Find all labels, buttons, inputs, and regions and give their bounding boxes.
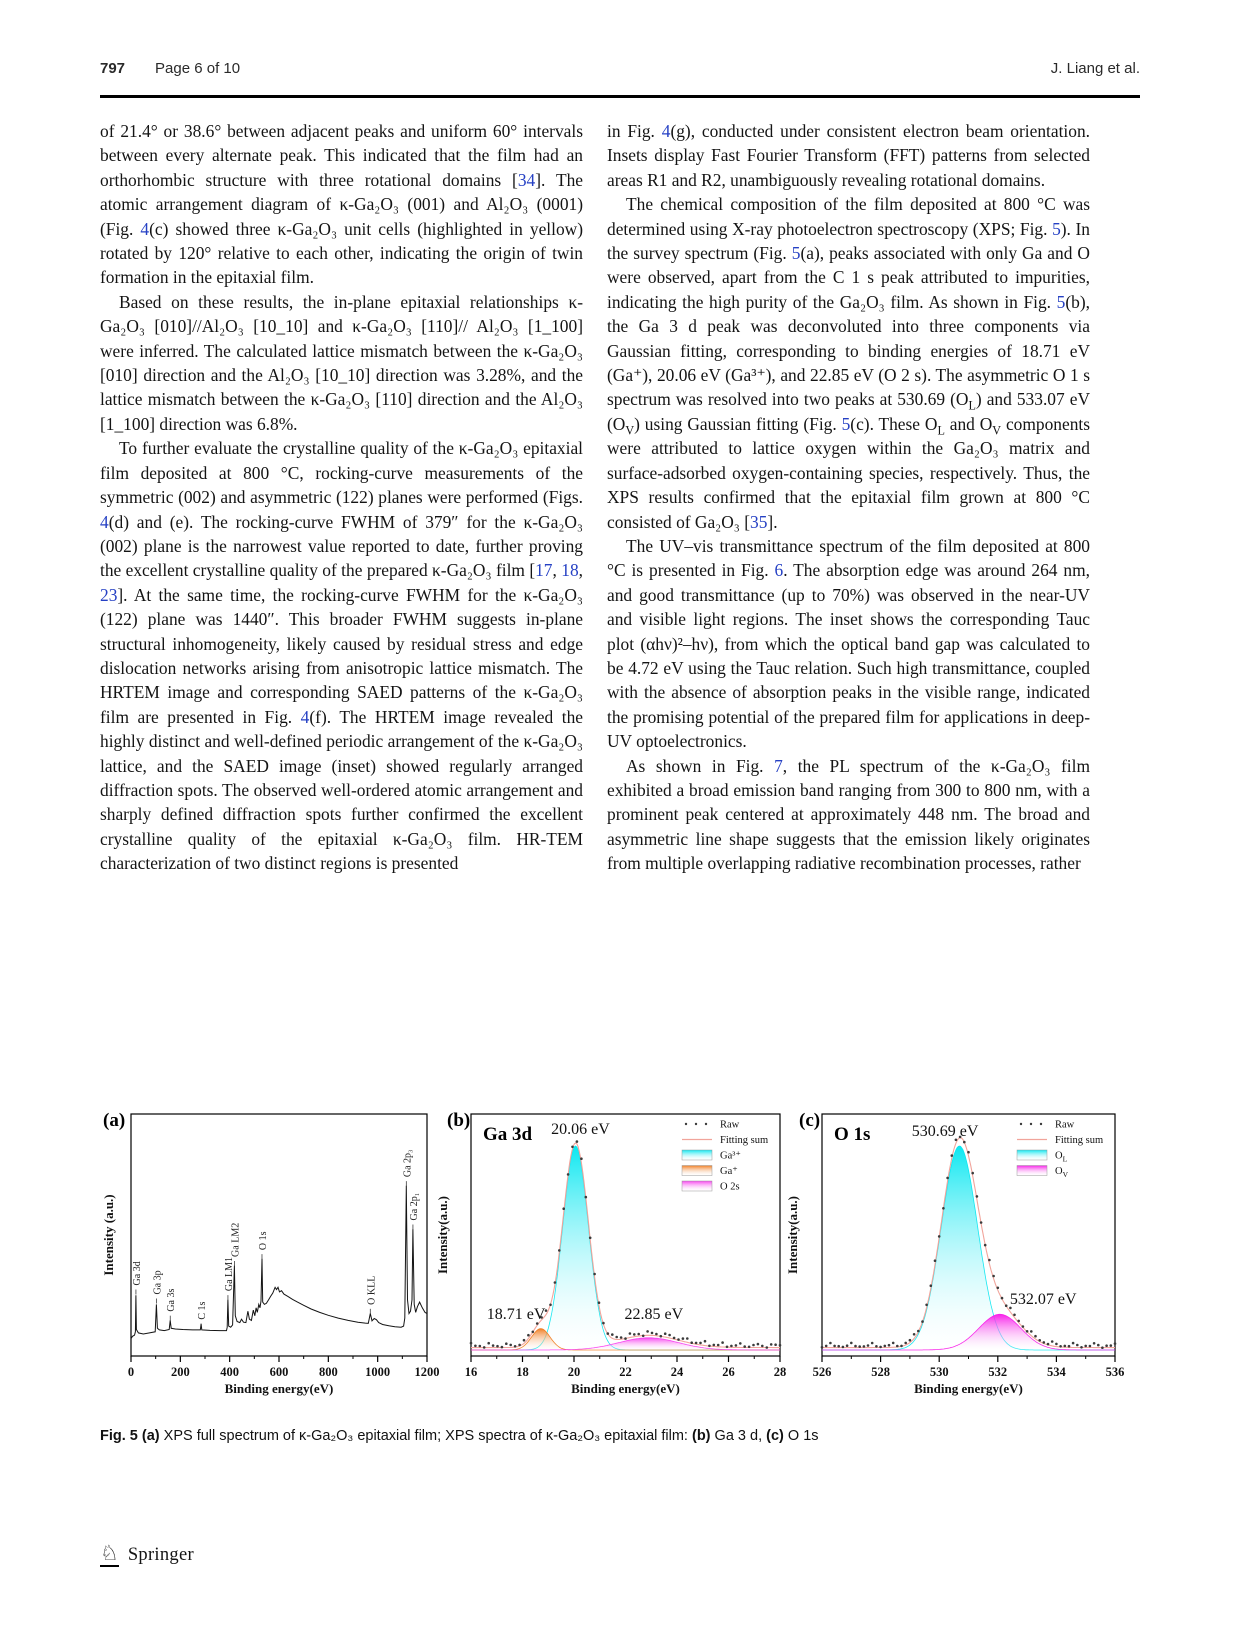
svg-text:Ga 2p₁: Ga 2p₁ — [408, 1192, 420, 1221]
citation-link[interactable]: 4 — [140, 218, 150, 239]
panel-label-b: (b) — [447, 1110, 471, 1131]
svg-text:Fitting sum: Fitting sum — [1055, 1135, 1104, 1146]
text-run: . The absorption edge was around 264 nm, and good transmittance (up to 70%) was observed in the near-UV and visible light regions. The inset shows the corresponding Tauc plot (αhν)²–hν), from which the optical band gap was calculated to be 4.72 eV using the Tauc relation. Such high transmittance, coupled with the absence of absorption peaks in the visible range, indicated the promising potential of the prepared film for applications in deep-UV optoelectronics. — [607, 560, 1090, 752]
text-run: , the PL spectrum of the κ-Ga₂O₃ film exhibited a broad emission band ranging from 300 to 800 nm, with a prominent peak centered at approximately 448 nm. The broad and asymmetric line shape suggests that the emission likely originates from multiple overlapping radiative recombination processes, rather — [607, 755, 1090, 874]
citation-link[interactable]: 34 — [517, 169, 536, 190]
svg-text:536: 536 — [1105, 1365, 1125, 1379]
svg-text:800: 800 — [318, 1365, 338, 1379]
c-plot — [785, 1106, 1125, 1404]
citation-link[interactable]: 4 — [300, 706, 310, 727]
svg-text:Binding energy(eV): Binding energy(eV) — [224, 1381, 334, 1396]
svg-text:Ga LM1: Ga LM1 — [223, 1256, 235, 1292]
panel-label-c: (c) — [799, 1110, 821, 1131]
svg-text:22: 22 — [619, 1365, 632, 1379]
paragraph — [100, 436, 583, 875]
svg-text:28: 28 — [773, 1365, 787, 1379]
paragraph — [607, 119, 1090, 192]
citation-link[interactable]: 6 — [774, 560, 784, 581]
figure-caption — [100, 1428, 1110, 1444]
b-plot — [435, 1106, 787, 1404]
panel-label-a: (a) — [103, 1110, 126, 1131]
text-run: in Fig. — [607, 121, 662, 141]
figure-5 — [95, 1106, 1130, 1476]
svg-text:600: 600 — [269, 1365, 289, 1379]
text-run: (a) — [141, 1428, 160, 1444]
text-run: ]. The atomic arrangement diagram of κ-Ga₂O₃ (001) and Al₂O₃ (0001) (Fig. — [100, 169, 583, 239]
text-run: (b) — [692, 1428, 711, 1444]
svg-text:400: 400 — [220, 1365, 240, 1379]
text-run: L — [968, 398, 976, 413]
header-rule — [100, 95, 1140, 98]
authors: J. Liang et al. — [1050, 60, 1140, 77]
text-run: The chemical composition of the film deposited at 800 °C was determined using X-ray photoelectron spectroscopy (XPS; Fig. — [607, 194, 1090, 239]
text-run: and O — [944, 413, 993, 434]
svg-text:16: 16 — [464, 1365, 478, 1379]
svg-text:532.07 eV: 532.07 eV — [1009, 1291, 1077, 1308]
svg-text:18: 18 — [516, 1365, 529, 1379]
page-info: Page 6 of 10 — [155, 60, 241, 77]
svg-text:24: 24 — [670, 1365, 684, 1379]
ga3d-xps-chart — [435, 1106, 787, 1404]
svg-text:18.71 eV: 18.71 eV — [486, 1306, 546, 1323]
text-run: (c) — [766, 1428, 784, 1444]
xps-survey-plot — [103, 1106, 438, 1404]
text-run: ]. — [767, 511, 778, 532]
svg-text:1000: 1000 — [365, 1365, 391, 1379]
citation-link[interactable]: 4 — [661, 121, 671, 141]
publisher-name: Springer — [127, 1544, 194, 1565]
svg-text:526: 526 — [812, 1365, 832, 1379]
svg-text:Intensity(a.u.): Intensity(a.u.) — [435, 1195, 450, 1275]
text-run: (b), the Ga 3 d peak was deconvoluted into three components via Gaussian fitting, corresponding to binding energies of 18.71 eV (Ga⁺), 20.06 eV (Ga³⁺), and 22.85 eV (O 2 s). The asymmetric O 1 s spectrum was resolved into two peaks at 530.69 (O — [607, 291, 1090, 410]
text-run: , — [552, 560, 562, 581]
text-run: (c) showed three κ-Ga₂O₃ unit cells (highlighted in yellow) rotated by 120° relative to each other, indicating the origin of twin formation in the epitaxial film. — [100, 218, 583, 288]
text-run: ) and 533.07 eV (O — [607, 389, 1090, 434]
svg-text:Binding energy(eV): Binding energy(eV) — [914, 1381, 1023, 1396]
svg-text:Raw: Raw — [720, 1119, 740, 1131]
svg-text:OL: $O_L$ — [1055, 1150, 1068, 1164]
citation-link[interactable]: 23 — [100, 584, 118, 605]
citation-link[interactable]: 5 — [1052, 218, 1061, 239]
svg-text:530.69 eV: 530.69 eV — [911, 1123, 979, 1140]
svg-text:1200: 1200 — [414, 1365, 440, 1379]
text-run: ) using Gaussian fitting (Fig. — [634, 413, 842, 434]
svg-text:22.85 eV: 22.85 eV — [624, 1306, 684, 1323]
right-column — [607, 119, 1090, 876]
text-run: The UV–vis transmittance spectrum of the film deposited at 800 °C is presented in Fig. — [607, 535, 1090, 581]
paragraph — [607, 192, 1090, 534]
article-number: 797 — [100, 60, 126, 77]
citation-link[interactable]: 4 — [100, 511, 109, 532]
svg-text:20: 20 — [567, 1365, 581, 1379]
svg-text:Intensity(a.u.): Intensity(a.u.) — [785, 1195, 800, 1275]
text-run: ). In the survey spectrum (Fig. — [607, 218, 1090, 264]
svg-text:O 1s: O 1s — [257, 1231, 269, 1251]
svg-text:534: 534 — [1047, 1365, 1066, 1379]
svg-text:O KLL: O KLL — [366, 1275, 378, 1305]
svg-text:0: 0 — [127, 1365, 135, 1379]
text-run: ]. At the same time, the rocking-curve FWHM for the κ-Ga₂O₃ (122) plane was 1440″. This broader FWHM suggests in-plane structural inhomogeneity, likely caused by residual stress and edge dislocation networks arising from anisotropic lattice mismatch. The HRTEM image and corresponding SAED patterns of the κ-Ga₂O₃ film are presented in Fig. — [100, 584, 583, 727]
text-run: (a), peaks associated with only Ga and O were observed, apart from the C 1 s peak attributed to impurities, indicating the high purity of the Ga₂O₃ film. As shown in Fig. — [607, 243, 1090, 312]
svg-text:Intensity (a.u.): Intensity (a.u.) — [101, 1194, 116, 1276]
svg-text:Ga LM2: Ga LM2 — [230, 1222, 242, 1257]
text-run: (c). These O — [850, 413, 938, 434]
text-run: Based on these results, the in-plane epitaxial relationships κ-Ga₂O₃ [010]//Al₂O₃ [10_10] and κ-Ga₂O₃ [110]// Al₂O₃ [1_100] were inferred. The calculated lattice mismatch between the κ-Ga₂O₃ [010] direction and the Al₂O₃ [10_10] direction was 3.28%, and the lattice mismatch between the κ-Ga₂O₃ [110] direction and the Al₂O₃ [1_100] direction was 6.8%. — [100, 291, 583, 434]
text-run: (f). The HRTEM image revealed the highly distinct and well-defined periodic arrangement of the κ-Ga₂O₃ lattice, and the SAED image (inset) showed regularly arranged diffraction spots. The observed well-ordered atomic arrangement and sharply defined diffraction spots further confirmed the excellent crystalline quality of the epitaxial κ-Ga₂O₃ film. HR-TEM characterization of two distinct regions is presented — [100, 706, 583, 874]
svg-text:O 2s: O 2s — [720, 1181, 740, 1193]
svg-text:OV: $O_V$ — [1055, 1166, 1069, 1179]
svg-text:Ga³⁺: Ga³⁺ — [720, 1150, 741, 1162]
svg-text:20.06 eV: 20.06 eV — [551, 1121, 610, 1138]
text-run: V — [625, 423, 635, 438]
svg-text:Raw: Raw — [1055, 1119, 1075, 1131]
citation-link[interactable]: 5 — [841, 413, 851, 434]
svg-text:528: 528 — [871, 1365, 890, 1379]
text-run: L — [937, 423, 945, 438]
page-header — [100, 60, 1140, 77]
svg-text:Fitting sum: Fitting sum — [720, 1135, 769, 1146]
text-run: components were attributed to lattice oxygen within the Ga₂O₃ matrix and surface-adsorbed oxygen-containing species, respectively. Thus, the XPS results confirmed that the epitaxial film grown at 800 °C consisted of Ga₂O₃ [ — [607, 413, 1090, 532]
paragraph — [607, 754, 1090, 876]
text-run: To further evaluate the crystalline quality of the κ-Ga₂O₃ epitaxial film deposited at 800 °C, rocking-curve measurements of the symmetric (002) and asymmetric (122) planes were performed (Figs. — [100, 438, 583, 508]
citation-link[interactable]: 5 — [791, 243, 801, 264]
o1s-xps-chart — [785, 1106, 1125, 1404]
svg-text:Ga 3p: Ga 3p — [152, 1270, 164, 1295]
citation-link[interactable]: 7 — [774, 755, 783, 776]
text-run: Fig. 5 — [100, 1428, 138, 1444]
page-footer — [100, 1543, 194, 1567]
svg-text:Ga 3d: Ga 3d — [131, 1261, 143, 1286]
text-run: (d) and (e). The rocking-curve FWHM of 379″ for the κ-Ga₂O₃ (002) plane is the narrowest value reported to date, further proving the excellent crystalline quality of the prepared κ-Ga₂O₃ film [ — [100, 511, 583, 581]
svg-text:Ga⁺: Ga⁺ — [720, 1166, 738, 1177]
svg-text:Binding energy(eV): Binding energy(eV) — [571, 1381, 680, 1396]
xps-survey-chart — [103, 1106, 438, 1404]
citation-link[interactable]: 35 — [750, 511, 768, 532]
body-text — [100, 119, 1090, 876]
text-run: of 21.4° or 38.6° between adjacent peaks and uniform 60° intervals between every alternate peak. This indicated that the film had an orthorhombic structure with three rotational domains [ — [100, 121, 583, 190]
svg-text:Ga 3s: Ga 3s — [166, 1288, 178, 1312]
text-run: XPS full spectrum of κ-Ga₂O₃ epitaxial film; XPS spectra of κ-Ga₂O₃ epitaxial film: — [159, 1428, 692, 1444]
svg-text:C 1s: C 1s — [197, 1301, 209, 1320]
svg-text:Ga 3d: Ga 3d — [483, 1124, 533, 1145]
text-run: As shown in Fig. — [626, 755, 775, 776]
svg-text:200: 200 — [170, 1365, 190, 1379]
citation-link[interactable]: 18 — [561, 560, 579, 581]
text-run: V — [992, 423, 1002, 438]
text-run: (g), conducted under consistent electron beam orientation. Insets display Fast Fourier Transform (FFT) patterns from selected areas R1 and R2, unambiguously revealing rotational domains. — [607, 121, 1090, 190]
text-run: O 1s — [783, 1428, 819, 1444]
springer-logo-icon: ♘ — [100, 1541, 119, 1565]
citation-link[interactable]: 17 — [535, 560, 553, 581]
paragraph — [100, 290, 583, 436]
figure-panels — [95, 1106, 1130, 1406]
text-run: , — [578, 560, 583, 581]
paragraph — [100, 119, 583, 290]
svg-text:Ga 2p₃: Ga 2p₃ — [402, 1149, 414, 1178]
text-run: Ga 3 d, — [710, 1428, 767, 1444]
svg-text:530: 530 — [929, 1365, 949, 1379]
paragraph — [607, 534, 1090, 754]
svg-text:532: 532 — [988, 1365, 1008, 1379]
svg-text:O 1s: O 1s — [834, 1124, 871, 1145]
svg-text:26: 26 — [722, 1365, 735, 1379]
citation-link[interactable]: 5 — [1056, 291, 1066, 312]
left-column — [100, 119, 583, 876]
